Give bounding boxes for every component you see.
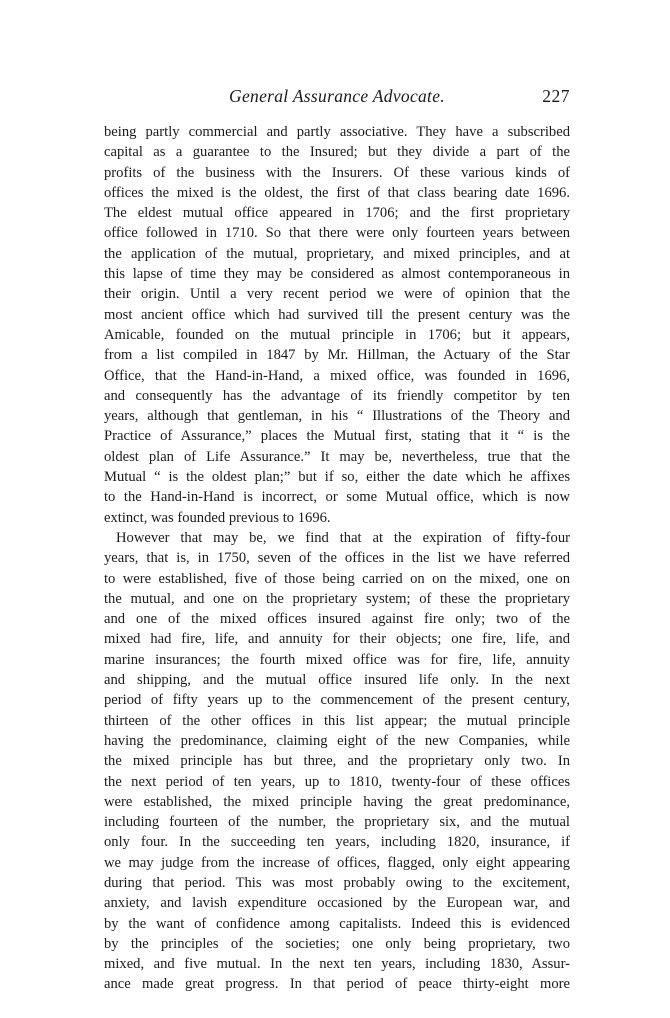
text-line: However that may be, we find that at the expiration of fifty-four [116, 529, 570, 546]
text-line: years, although that gentleman, in his “ Illustrations of the Theory and [104, 408, 570, 425]
text-line: the mixed principle has but three, and the proprietary only two. In [104, 753, 570, 770]
text-line: ance made great progress. In that period of peace thirty-eight more [104, 976, 570, 993]
text-line: we may judge from the increase of offices, flagged, only eight appearing [104, 854, 570, 871]
text-line: oldest plan of Life Assurance.” It may be, nevertheless, true that the [104, 448, 570, 465]
body-text [104, 122, 570, 995]
running-head [104, 86, 570, 110]
text-line: and one of the mixed offices insured against fire only; two of the [104, 611, 570, 628]
text-line: capital as a guarantee to the Insured; but they divide a part of the [104, 144, 570, 161]
text-line: to the Hand-in-Hand is incorrect, or some Mutual office, which is now [104, 489, 570, 506]
text-line: the application of the mutual, proprietary, and mixed principles, and at [104, 245, 570, 262]
text-line: having the predominance, claiming eight of the new Companies, while [104, 732, 570, 749]
text-line: by the want of confidence among capitalists. Indeed this is evidenced [104, 915, 570, 932]
text-line: extinct, was founded previous to 1696. [104, 509, 331, 526]
text-line: office followed in 1710. So that there were only fourteen years between [104, 225, 570, 242]
text-line: to were established, five of those being carried on on the mixed, one on [104, 570, 570, 587]
text-line: mixed had fire, life, and annuity for their objects; one fire, life, and [104, 631, 570, 648]
text-line: thirteen of the other offices in this list appear; the mutual principle [104, 712, 570, 729]
running-title: General Assurance Advocate. [229, 86, 445, 106]
text-line: only four. In the succeeding ten years, including 1820, insurance, if [104, 834, 570, 851]
text-line: from a list compiled in 1847 by Mr. Hillman, the Actuary of the Star [104, 347, 570, 364]
text-line: by the principles of the societies; one only being proprietary, two [104, 935, 570, 952]
text-line: the next period of ten years, up to 1810, twenty-four of these offices [104, 773, 570, 790]
text-line: The eldest mutual office appeared in 1706; and the first proprietary [104, 205, 570, 222]
text-line: during that period. This was most probably owing to the excitement, [104, 874, 570, 891]
text-line: offices the mixed is the oldest, the first of that class bearing date 1696. [104, 184, 570, 201]
text-line: period of fifty years up to the commencement of the present century, [104, 692, 570, 709]
text-line: the mutual, and one on the proprietary system; of these the proprietary [104, 590, 570, 607]
text-line: years, that is, in 1750, seven of the offices in the list we have referred [104, 550, 570, 567]
text-line: were established, the mixed principle having the great predominance, [104, 793, 570, 810]
text-line: mixed, and five mutual. In the next ten years, including 1830, Assur- [104, 956, 570, 973]
text-line: this lapse of time they may be considered as almost contemporaneous in [104, 266, 570, 283]
text-line: their origin. Until a very recent period we were of opinion that the [104, 286, 570, 303]
text-line: including fourteen of the number, the proprietary six, and the mutual [104, 814, 570, 831]
text-line: Practice of Assurance,” places the Mutual first, stating that it “ is the [104, 428, 570, 445]
text-line: Office, that the Hand-in-Hand, a mixed office, was founded in 1696, [104, 367, 570, 384]
text-line: marine insurances; the fourth mixed office was for fire, life, annuity [104, 651, 570, 668]
text-line: being partly commercial and partly associative. They have a subscribed [104, 124, 570, 140]
text-line: anxiety, and lavish expenditure occasioned by the European war, and [104, 895, 570, 912]
page-number: 227 [542, 86, 570, 106]
text-line: Mutual “ is the oldest plan;” but if so, either the date which he affixes [104, 469, 570, 486]
text-line: Amicable, founded on the mutual principle in 1706; but it appears, [104, 326, 570, 343]
text-line: profits of the business with the Insurers. Of these various kinds of [104, 164, 570, 181]
text-line: most ancient office which had survived till the present century was the [104, 306, 570, 323]
text-line: and consequently has the advantage of its friendly competitor by ten [104, 387, 570, 404]
text-line: and shipping, and the mutual office insured life only. In the next [104, 672, 570, 689]
